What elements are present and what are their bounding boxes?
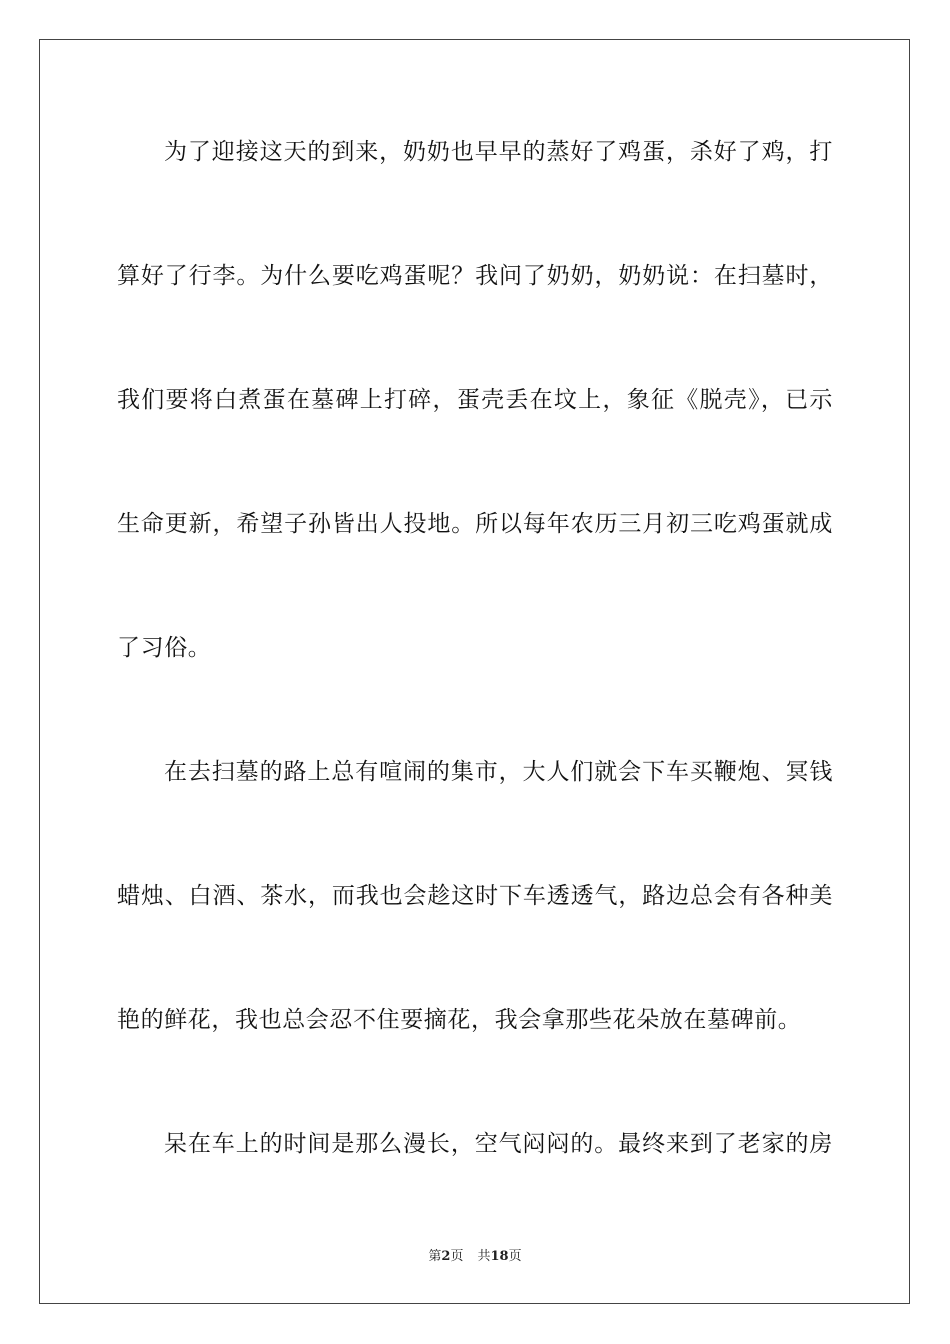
text-line-2: 算好了行李。为什么要吃鸡蛋呢？我问了奶奶，奶奶说：在扫墓时， xyxy=(117,263,833,289)
text-line-4: 生命更新，希望子孙皆出人投地。所以每年农历三月初三吃鸡蛋就成 xyxy=(117,511,833,537)
page-number: 2 xyxy=(441,1249,451,1264)
page-border xyxy=(39,39,910,1304)
text-line-8: 艳的鲜花，我也总会忍不住要摘花，我会拿那些花朵放在墓碑前。 xyxy=(117,1007,802,1033)
text-line-1: 为了迎接这天的到来，奶奶也早早的蒸好了鸡蛋，杀好了鸡，打 xyxy=(164,139,833,165)
page-prefix: 第 xyxy=(428,1249,442,1264)
total-pages: 18 xyxy=(490,1249,509,1264)
page-suffix: 页 xyxy=(450,1249,464,1264)
total-suffix: 页 xyxy=(508,1249,522,1264)
total-prefix: 共 xyxy=(477,1249,491,1264)
text-line-9: 呆在车上的时间是那么漫长，空气闷闷的。最终来到了老家的房 xyxy=(164,1131,833,1157)
text-line-6: 在去扫墓的路上总有喧闹的集市，大人们就会下车买鞭炮、冥钱 xyxy=(164,759,833,785)
text-line-3: 我们要将白煮蛋在墓碑上打碎，蛋壳丢在坟上，象征《脱壳》，已示 xyxy=(117,387,833,413)
text-line-7: 蜡烛、白酒、茶水，而我也会趁这时下车透透气，路边总会有各种美 xyxy=(117,883,833,909)
text-line-5: 了习俗。 xyxy=(117,635,212,661)
page-footer xyxy=(0,1249,950,1265)
